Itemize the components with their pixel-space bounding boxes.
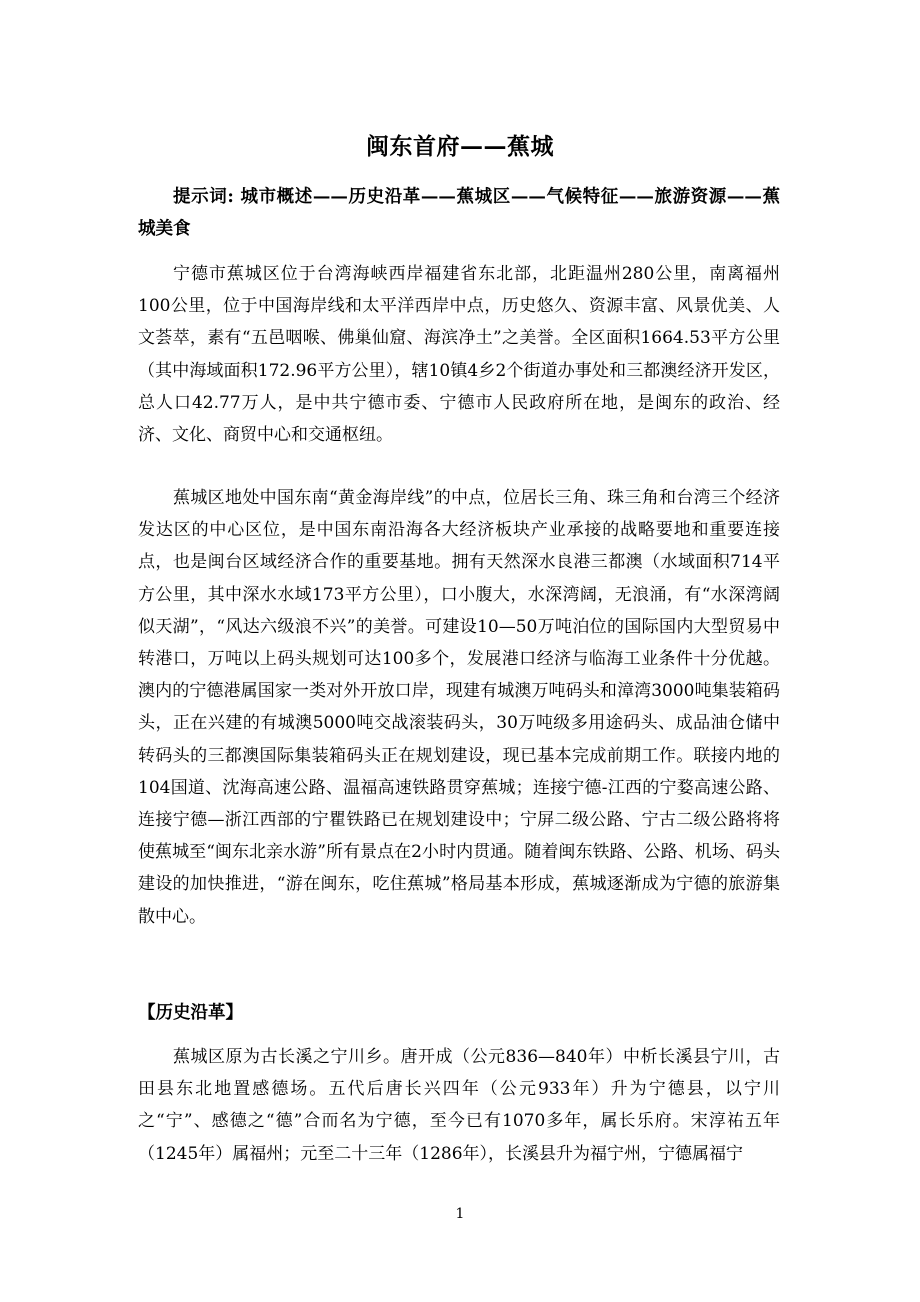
- location-paragraph: 蕉城区地处中国东南“黄金海岸线”的中点，位居长三角、珠三角和台湾三个经济发达区的中心区位，是中国东南沿海各大经济板块产业承接的战略要地和重要连接点，也是闽台区域经济合作的重要基地。拥有天然深水良港三都澳（水域面积714平方公里，其中深水水域173平方公里），口小腹大，水深湾阔，无浪涌，有“水深湾阔似天湖”，“风达六级浪不兴”的美誉。可建设10—50万吨泊位的国际国内大型贸易中转港口，万吨以上码头规划可达100多个，发展港口经济与临海工业条件十分优越。澳内的宁德港属国家一类对外开放口岸，现建有城澳万吨码头和漳湾3000吨集装箱码头，正在兴建的有城澳5000吨交战滚装码头，30万吨级多用途码头、成品油仓储中转码头的三都澳国际集装箱码头正在规划建设，现已基本完成前期工作。联接内地的104国道、沈海高速公路、温福高速铁路贯穿蕉城；连接宁德-江西的宁婺高速公路、连接宁德—浙江西部的宁瞿铁路已在规划建设中；宁屏二级公路、宁古二级公路将将使蕉城至“闽东北亲水游”所有景点在2小时内贯通。随着闽东铁路、公路、机场、码头建设的加快推进，“游在闽东，吃住蕉城”格局基本形成，蕉城逐渐成为宁德的旅游集散中心。: [138, 488, 780, 927]
- history-section-heading: 【历史沿革】: [138, 1003, 243, 1023]
- keywords-line: 提示词: 城市概述——历史沿革——蕉城区——气候特征——旅游资源——蕉城美食: [138, 187, 780, 239]
- overview-paragraph: 宁德市蕉城区位于台湾海峡西岸福建省东北部，北距温州280公里，南离福州100公里，位于中国海岸线和太平洋西岸中点，历史悠久、资源丰富、风景优美、人文荟萃，素有“五邑咽喉、佛巢仙窟、海滨净土”之美誉。全区面积1664.53平方公里（其中海域面积172.96平方公里），辖10镇4乡2个街道办事处和三都澳经济开发区，总人口42.77万人，是中共宁德市委、宁德市人民政府所在地，是闽东的政治、经济、文化、商贸中心和交通枢纽。: [138, 264, 780, 446]
- page-number: 1: [455, 1206, 465, 1222]
- document-title: 闽东首府——蕉城: [366, 133, 554, 160]
- history-paragraph: 蕉城区原为古长溪之宁川乡。唐开成（公元836—840年）中析长溪县宁川，古田县东北地置感德场。五代后唐长兴四年（公元933年）升为宁德县，以宁川之“宁”、感德之“德”合而名为宁德，至今已有1070多年，属长乐府。宋淳祐五年（1245年）属福州；元至二十三年（1286年），长溪县升为福宁州，宁德属福宁: [138, 1047, 780, 1164]
